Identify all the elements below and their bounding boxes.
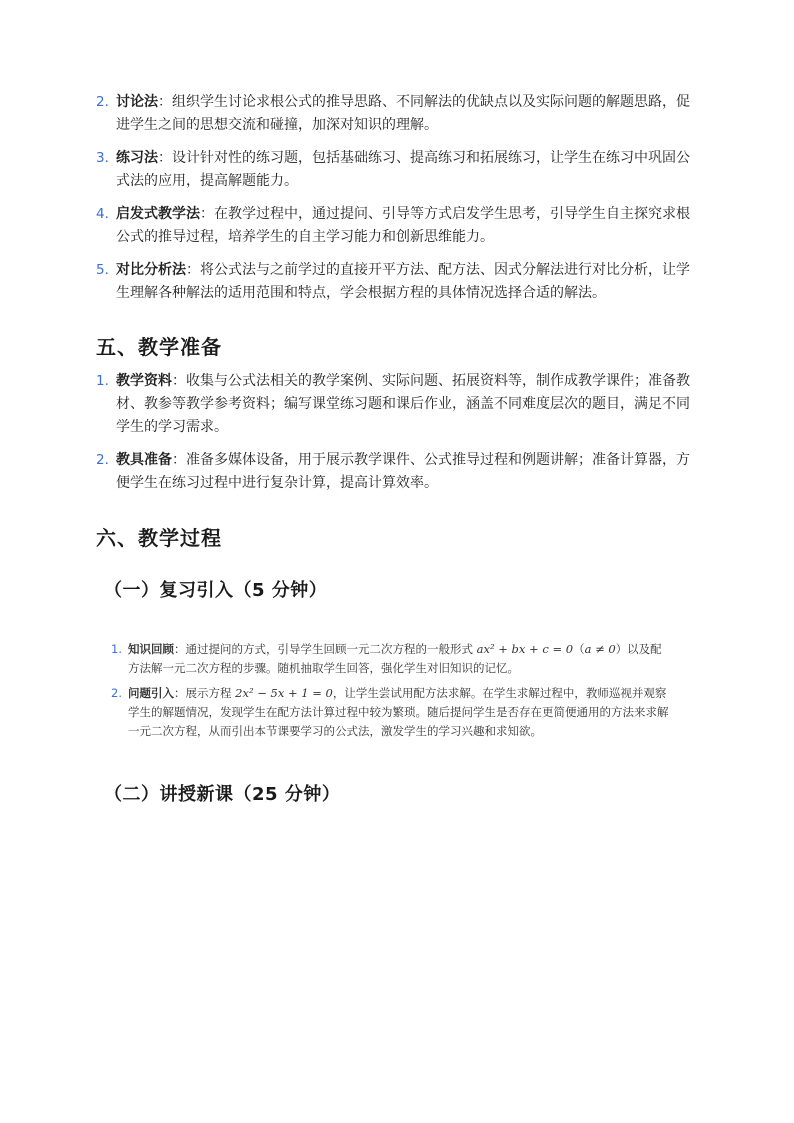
list-item — [96, 370, 696, 439]
list-item — [96, 259, 696, 305]
list-number: 2. — [96, 452, 109, 468]
teaching-preparation-list — [96, 370, 696, 495]
formula-example-equation: 2x² − 5x + 1 = 0 — [235, 686, 333, 700]
subsection-heading-new-lesson: （二）讲授新课（25 分钟） — [104, 784, 341, 805]
list-text: （ — [573, 642, 585, 656]
list-number: 5. — [96, 262, 109, 278]
list-term: 问题引入 — [128, 686, 174, 700]
list-number: 4. — [96, 206, 109, 222]
list-text: ：展示方程 — [174, 686, 236, 700]
list-item — [96, 203, 696, 249]
list-term: 练习法 — [116, 150, 158, 166]
list-term: 对比分析法 — [116, 262, 186, 278]
subsection-heading-review: （一）复习引入（5 分钟） — [104, 580, 328, 601]
list-text: ：准备多媒体设备，用于展示教学课件、公式推导过程和例题讲解；准备计算器，方便学生在练习过程中进行复杂计算，提高计算效率。 — [116, 452, 690, 491]
list-term: 教具准备 — [116, 452, 172, 468]
list-number: 3. — [96, 150, 109, 166]
list-term: 讨论法 — [116, 94, 158, 110]
list-item — [111, 684, 671, 741]
list-text: ：通过提问的方式，引导学生回顾一元二次方程的一般形式 — [174, 642, 477, 656]
list-number: 2. — [111, 686, 122, 700]
review-list — [111, 640, 671, 741]
list-text: ：收集与公式法相关的教学案例、实际问题、拓展资料等，制作成教学课件；准备教材、教参等教学参考资料；编写课堂练习题和课后作业，涵盖不同难度层次的题目，满足不同学生的学习需求。 — [116, 373, 690, 435]
list-text: ，让学生尝试用配方法求解。在学生求解过程中，教师巡视并观察学生的解题情况，发现学生在配方法计算过程中较为繁琐。随后提问学生是否存在更简便通用的方法来求解一元二次方程，从而引出本节课要学习的公式法，激发学生的学习兴趣和求知欲。 — [128, 686, 669, 738]
formula-condition: a ≠ 0 — [584, 642, 616, 656]
list-term: 知识回顾 — [128, 642, 174, 656]
list-text: ：设计针对性的练习题，包括基础练习、提高练习和拓展练习，让学生在练习中巩固公式法的应用，提高解题能力。 — [116, 150, 690, 189]
list-item — [96, 147, 696, 193]
section-heading-preparation: 五、教学准备 — [96, 335, 222, 359]
list-item — [96, 449, 696, 495]
formula-general-form: ax² + bx + c = 0 — [476, 642, 574, 656]
list-text: ：组织学生讨论求根公式的推导思路、不同解法的优缺点以及实际问题的解题思路，促进学生之间的思想交流和碰撞，加深对知识的理解。 — [116, 94, 690, 133]
list-term: 启发式教学法 — [116, 206, 200, 222]
list-number: 1. — [96, 373, 109, 389]
list-text: ：在教学过程中，通过提问、引导等方式启发学生思考，引导学生自主探究求根公式的推导过程，培养学生的自主学习能力和创新思维能力。 — [116, 206, 690, 245]
list-text: ）以及配方法解一元二次方程的步骤。随机抽取学生回答，强化学生对旧知识的记忆。 — [128, 642, 662, 675]
list-number: 2. — [96, 94, 109, 110]
section-heading-process: 六、教学过程 — [96, 526, 222, 550]
list-term: 教学资料 — [116, 373, 172, 389]
list-item — [96, 91, 696, 137]
list-text: ：将公式法与之前学过的直接开平方法、配方法、因式分解法进行对比分析，让学生理解各种解法的适用范围和特点，学会根据方程的具体情况选择合适的解法。 — [116, 262, 690, 301]
list-number: 1. — [111, 642, 122, 656]
teaching-methods-list — [96, 91, 696, 305]
list-item — [111, 640, 671, 678]
